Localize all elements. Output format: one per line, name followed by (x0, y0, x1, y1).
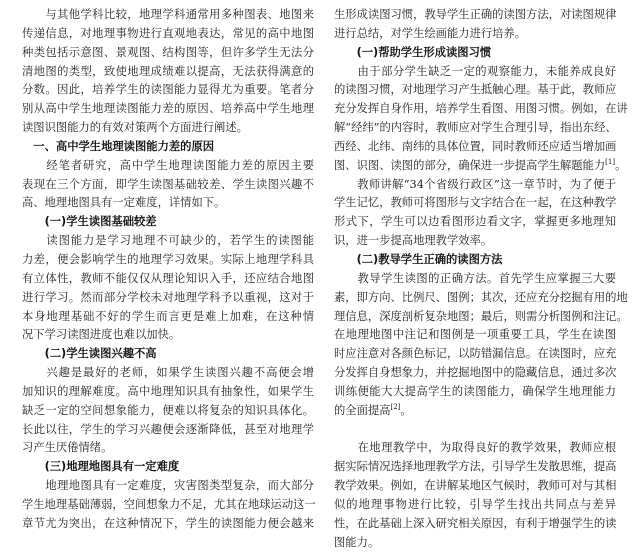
line-text: 分数。因此，培养学生的读图能力显得尤为重要。笔者分 (22, 83, 314, 97)
line-text: 解“经纬”的内容时，教师应对学生合理引导，指出东经、 (334, 121, 617, 135)
line-text: 况下学习读图进度也难以加快。 (22, 328, 181, 342)
line-text: 缺乏一定的空间想象能力，便难以将复杂的知识具体化。 (22, 403, 314, 417)
line-text: 与其他学科比较，地理学科通常用多种图表、地图来 (22, 8, 314, 21)
text-line (22, 326, 314, 345)
text-line (334, 232, 616, 251)
text-line (334, 270, 616, 289)
subsection-heading: (一)学生读图基础较差 (22, 215, 157, 229)
subsection-heading: (二)教导学生正确的读图方法 (334, 252, 503, 266)
line-text: 在地理教学中，为取得良好的教学效果，教师应根 (334, 441, 616, 455)
line-text: 学生记忆，教师可将图形与文字结合在一起，在这种教学 (334, 196, 617, 210)
line-text: 传递信息，对地理事物进行直观地表达，常见的高中地图 (22, 26, 314, 40)
line-text: 的全面提高 (334, 403, 391, 417)
text-line (334, 194, 616, 213)
line-text: 兴趣是最好的老师，如果学生读图兴趣不高便会增 (22, 366, 314, 380)
text-line (22, 383, 314, 402)
text-line (334, 176, 616, 195)
line-text: 高、地理地图具有一定难度，详情如下。 (22, 196, 226, 210)
line-text: 表现在三个方面，即学生读图基础较差、学生读图兴趣不 (22, 177, 314, 191)
text-line (22, 25, 314, 44)
text-line (334, 439, 616, 458)
text-line (334, 289, 628, 308)
line-text: 地理地图具有一定难度，灾害图类型复杂，而大部分 (22, 479, 314, 493)
line-text: 长此以往，学生的学习兴趣便会逐渐降低，甚至对地理学 (22, 422, 314, 436)
subsection-heading: (二)学生读图兴趣不高 (22, 347, 157, 361)
line-text: 进行总结，对学生绘画能力进行培养。 (334, 26, 527, 40)
line-text: 读图能力是学习地理不可缺少的，若学生的读图能 (22, 234, 314, 248)
line-text: 理信息，深度剖析复杂地图；最后，则需分析图例和注记。 (334, 309, 628, 323)
line-text: 似的地理事物进行比较，引导学生找出共同点与差异 (334, 497, 616, 511)
text-line (22, 251, 314, 270)
text-line (22, 44, 314, 63)
text-line (334, 345, 616, 364)
text-line (22, 439, 314, 458)
text-line (334, 100, 628, 119)
text-line (22, 308, 314, 327)
line-text: 本身地理基础不好的学生而言更是难上加难，在这种情 (22, 309, 314, 323)
text-line (22, 100, 314, 119)
section-heading: 一、高中学生地理读图能力差的原因 (22, 139, 215, 153)
subsection-heading: (一)帮助学生形成读图习惯 (334, 45, 492, 59)
line-tail: 。 (615, 158, 627, 172)
line-text: 教学效果。例如，在讲解某地区气候时，教师可对与其相 (334, 479, 617, 493)
text-line (22, 81, 314, 100)
text-line (334, 383, 616, 402)
line-tail: 。 (400, 403, 412, 417)
line-text: 种类包括示意图、景观图、结构图等，但许多学生无法分 (22, 45, 314, 59)
line-text: 由于部分学生缺乏一定的观察能力，未能养成良好 (334, 64, 616, 78)
text-line (22, 176, 314, 195)
line-text: 经笔者研究，高中学生地理读图能力差的原因主要 (22, 158, 314, 172)
line-text: 清地图的类型，致使地理成绩难以提高，无法获得满意的 (22, 64, 314, 78)
text-line (334, 326, 616, 345)
line-text: 教师讲解“34个省级行政区”这一章节时，为了便于 (334, 177, 616, 191)
text-line (22, 515, 314, 534)
line-text: 读图识图能力的有效对策两个方面进行阐述。 (22, 121, 248, 135)
right-column (334, 6, 628, 552)
text-line (22, 119, 314, 138)
line-text: 图、识图、读图的部分，确保进一步提高学生解题能力 (334, 158, 606, 172)
line-text: 充分发挥自身作用，培养学生看图、用图习惯。例如，在讲 (334, 102, 628, 116)
line-text: 识，进一步提高地理教学效率。 (334, 234, 493, 248)
text-line (22, 270, 314, 289)
line-text: 章节尤为突出，在这种情况下，学生的读图能力便会越来 (22, 516, 314, 530)
text-line (22, 496, 314, 515)
line-text: 训练便能大大提高学生的读图能力，确保学生地理能力 (334, 384, 616, 398)
text-line (22, 194, 314, 213)
text-line (22, 63, 314, 82)
text-line (334, 364, 616, 383)
text-line (334, 477, 616, 496)
line-text: 进行学习。然而部分学校未对地理学科予以重视，这对于 (22, 290, 314, 304)
line-text: 习产生厌倦情绪。 (22, 441, 113, 455)
text-line (334, 6, 616, 25)
line-text: 图能力。 (334, 535, 380, 549)
text-line (334, 25, 616, 44)
text-line (334, 157, 627, 176)
text-line (334, 138, 616, 157)
line-text: 生形成读图习惯，教导学生正确的读图方法，对读图规律 (334, 8, 617, 21)
text-line (334, 213, 616, 232)
line-text: 教导学生读图的正确方法。首先学生应掌握三大要 (334, 271, 616, 285)
text-line (22, 364, 314, 383)
text-line (334, 63, 616, 82)
citation-ref: [1] (605, 157, 616, 166)
text-line (22, 402, 314, 421)
line-text: 形式下，学生可以边看图形边看文字，掌握更多地理知 (334, 215, 616, 229)
text-line (22, 421, 314, 440)
line-text: 的读图习惯，对地理学习产生抵触心理。基于此，教师应 (334, 83, 617, 97)
blank-line (334, 421, 616, 440)
text-line (22, 157, 314, 176)
line-text: 性，在此基础上深入研究相关原因，有利于增强学生的读 (334, 516, 617, 530)
text-line (334, 119, 616, 138)
line-text: 分发挥自身想象力，并挖掘地图中的隐藏信息，通过多次 (334, 366, 617, 380)
text-line (334, 458, 616, 477)
text-line (22, 477, 314, 496)
text-line (334, 534, 616, 552)
line-text: 别从高中学生地理读图能力差的原因、培养高中学生地理 (22, 102, 314, 116)
line-text: 有立体性，教师不能仅仅从理论知识入手，还应结合地图 (22, 271, 314, 285)
text-line (22, 232, 314, 251)
text-line (334, 515, 616, 534)
text-line (334, 81, 616, 100)
text-line (334, 496, 616, 515)
line-text: 时应注意对各颜色标记，以防错漏信息。在读图时，应充 (334, 347, 617, 361)
citation-ref: [2] (390, 402, 401, 411)
line-text: 学生地理基础薄弱，空间想象力不足，尤其在地球运动这一 (22, 497, 316, 511)
text-line (22, 289, 314, 308)
text-line (334, 402, 616, 421)
line-text: 据实际情况选择地理教学方法，引导学生发散思维，提高 (334, 460, 617, 474)
left-column (22, 6, 314, 534)
line-text: 力差，便会影响学生的地理学习效果。实际上地理学科具 (22, 252, 314, 266)
line-text: 加知识的理解难度。高中地理知识具有抽象性，如果学生 (22, 384, 314, 398)
text-line (334, 308, 628, 327)
subsection-heading: (三)地理地图具有一定难度 (22, 460, 180, 474)
text-line (22, 6, 314, 25)
line-text: 西经、北纬、南纬的具体位置，同时教师还应适当增加画 (334, 139, 617, 153)
line-text: 素，即方向、比例尺、图例；其次，还应充分挖掘有用的地 (334, 290, 628, 304)
line-text: 在地理地图中注记和图例是一项重要工具，学生在读图 (334, 328, 616, 342)
